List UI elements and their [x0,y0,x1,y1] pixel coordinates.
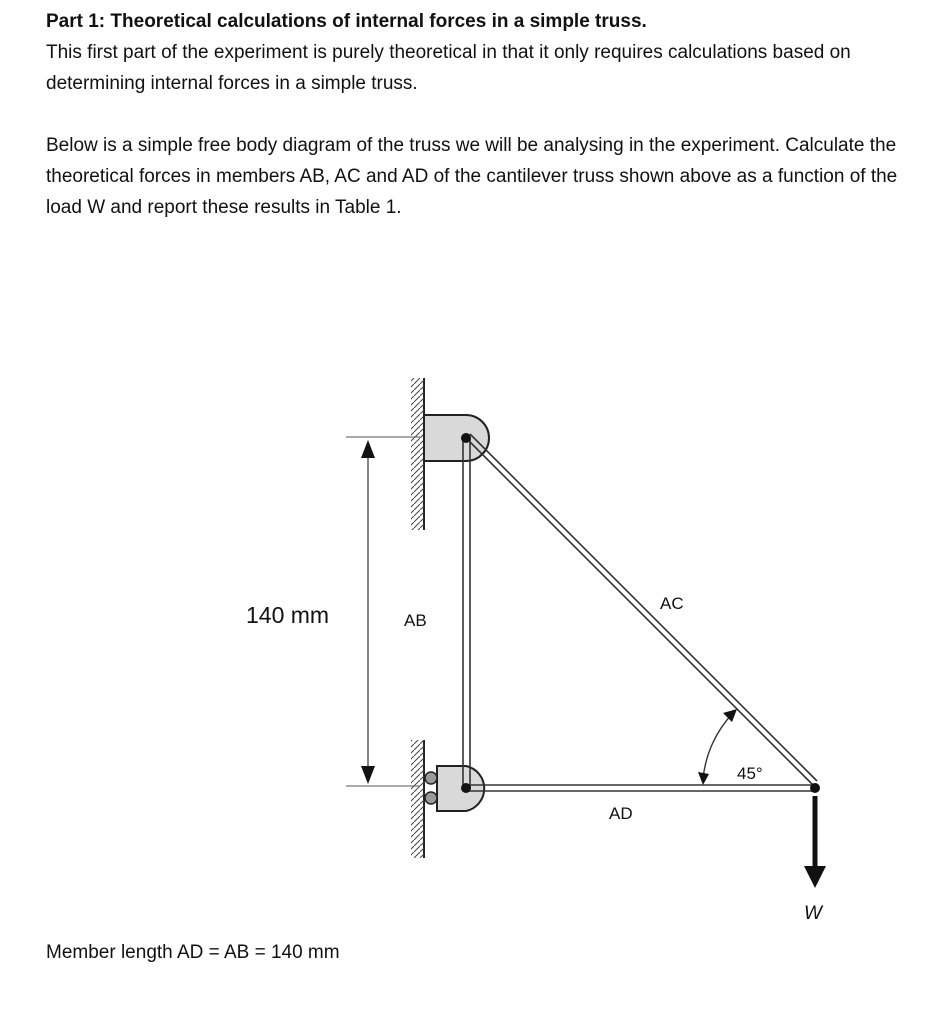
pin-a [810,783,820,793]
pin-b [461,433,471,443]
member-ab-label: AB [404,611,427,630]
part-heading: Part 1: Theoretical calculations of internal forces in a simple truss. [46,11,647,32]
load-label: W [804,903,822,924]
dimension-label: 140 mm [246,602,330,628]
angle-arc [698,709,737,785]
top-pin-support [424,415,489,461]
angle-label: 45° [737,764,763,783]
instructions-paragraph: Below is a simple free body diagram of the truss we will be analysing in the experiment. Calculate the theoretical forces in members AB, AC and AD of the cantilever truss shown above as a function of the load W and report these results in Table 1. [46,135,898,218]
member-ad-label: AD [609,804,633,823]
member-ac [466,434,817,787]
member-ab [463,438,470,789]
bottom-wall-support [411,740,424,858]
member-ad [466,785,815,791]
intro-paragraph: This first part of the experiment is purely theoretical in that it only requires calculations based on determining internal forces in a simple truss. [46,42,851,94]
bottom-roller-support [425,766,484,811]
load-arrow [804,796,826,888]
pin-d [461,783,471,793]
member-length-note: Member length AD = AB = 140 mm [46,942,340,963]
member-ac-label: AC [660,594,684,613]
top-wall-support [411,378,424,530]
